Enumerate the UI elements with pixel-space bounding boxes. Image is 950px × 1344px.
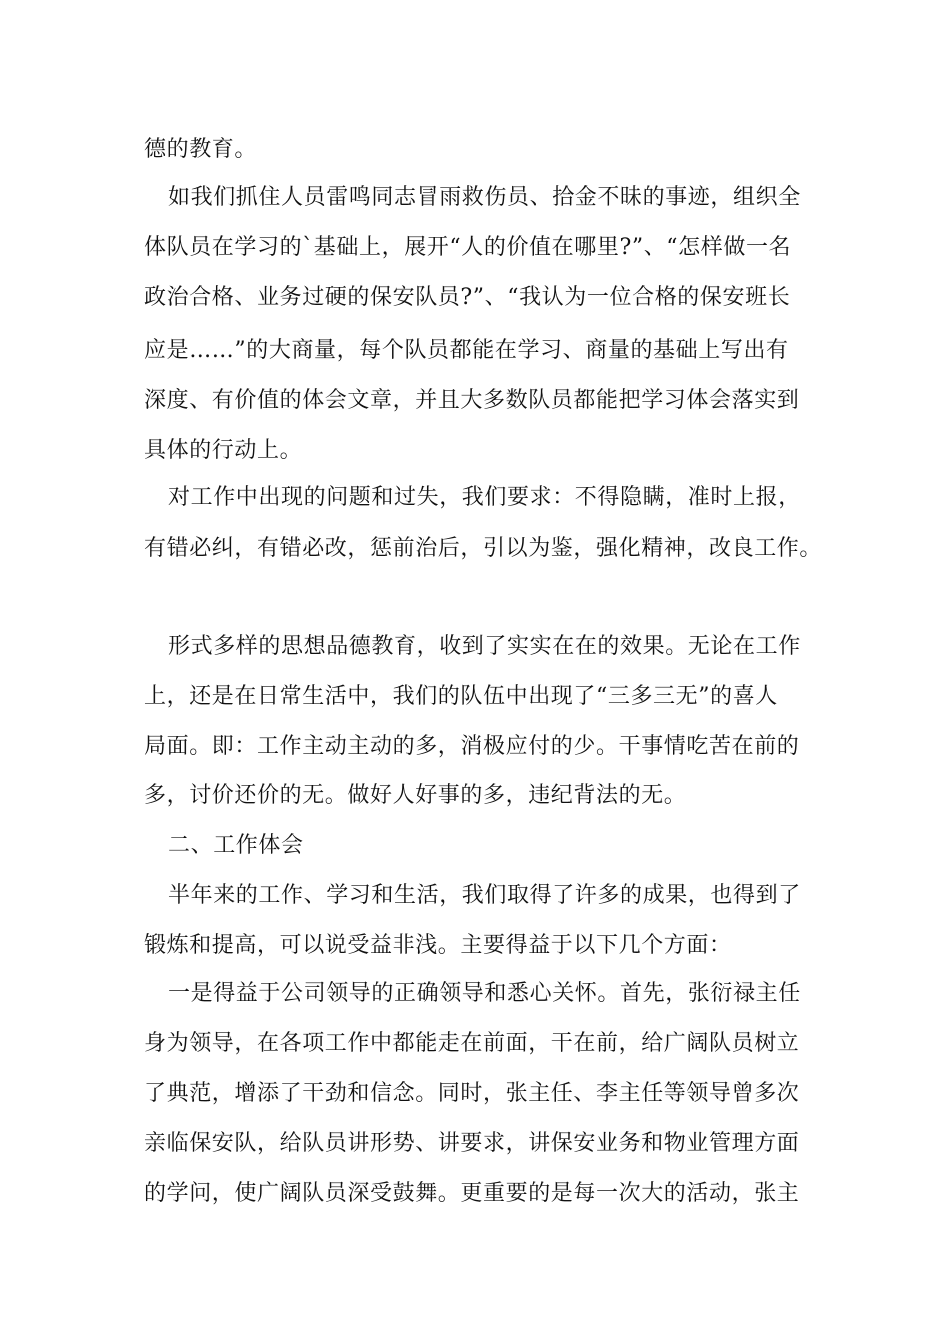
text-line: 锻炼和提高，可以说受益非浅。主要得益于以下几个方面： <box>144 933 732 958</box>
text-line: 了典范，增添了干劲和信念。同时，张主任、李主任等领导曾多次 <box>144 1081 800 1106</box>
text-line: 一是得益于公司领导的正确领导和悉心关怀。首先，张衍禄主任 <box>168 981 801 1006</box>
text-line: 政治合格、业务过硬的保安队员?”、“我认为一位合格的保安班长 <box>144 285 791 310</box>
text-line: 对工作中出现的问题和过失，我们要求：不得隐瞒，准时上报， <box>168 485 801 510</box>
text-line: 的学问，使广阔队员深受鼓舞。更重要的是每一次大的活动，张主 <box>144 1181 800 1206</box>
text-line: 多，讨价还价的无。做好人好事的多，违纪背法的无。 <box>144 783 687 808</box>
text-line: 有错必纠，有错必改，惩前治后，引以为鉴，强化精神，改良工作。 <box>144 536 823 561</box>
text-line: 应是……”的大商量，每个队员都能在学习、商量的基础上写出有 <box>144 338 789 363</box>
text-line: 半年来的工作、学习和生活，我们取得了许多的成果，也得到了 <box>168 883 801 908</box>
text-line: 形式多样的思想品德教育，收到了实实在在的效果。无论在工作 <box>168 634 801 659</box>
section-heading: 二、工作体会 <box>168 833 304 858</box>
text-line: 亲临保安队，给队员讲形势、讲要求，讲保安业务和物业管理方面 <box>144 1131 800 1156</box>
text-line: 体队员在学习的`基础上，展开“人的价值在哪里?”、“怎样做一名 <box>144 235 792 260</box>
text-line: 如我们抓住人员雷鸣同志冒雨救伤员、拾金不昧的事迹，组织全 <box>168 185 801 210</box>
text-line: 上，还是在日常生活中，我们的队伍中出现了“三多三无”的喜人 <box>144 684 778 709</box>
text-line: 局面。即：工作主动主动的多，消极应付的少。干事情吃苦在前的 <box>144 734 800 759</box>
text-line: 深度、有价值的体会文章，并且大多数队员都能把学习体会落实到 <box>144 388 800 413</box>
text-line: 德的教育。 <box>144 137 258 162</box>
text-line: 身为领导，在各项工作中都能走在前面，干在前，给广阔队员树立 <box>144 1031 800 1056</box>
text-line: 具体的行动上。 <box>144 438 303 463</box>
